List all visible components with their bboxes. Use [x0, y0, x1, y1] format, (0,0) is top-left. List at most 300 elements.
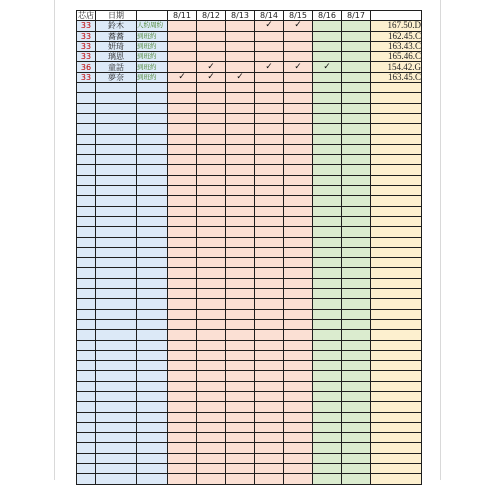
day-cell[interactable] [342, 391, 371, 401]
day-cell[interactable] [197, 330, 226, 340]
day-cell[interactable] [197, 227, 226, 237]
day-cell[interactable] [197, 134, 226, 144]
name-cell[interactable] [96, 289, 137, 299]
day-cell[interactable] [226, 391, 255, 401]
day-cell[interactable] [342, 196, 371, 206]
size-cell[interactable] [371, 412, 422, 422]
day-cell[interactable] [226, 433, 255, 443]
day-cell[interactable] [168, 433, 197, 443]
store-cell[interactable] [77, 113, 96, 123]
day-cell[interactable] [342, 247, 371, 257]
day-cell[interactable] [342, 237, 371, 247]
store-cell[interactable] [77, 227, 96, 237]
note-cell[interactable] [137, 340, 168, 350]
day-cell[interactable] [168, 113, 197, 123]
day-cell[interactable] [255, 247, 284, 257]
day-cell[interactable] [284, 124, 313, 134]
day-cell[interactable] [226, 237, 255, 247]
day-cell[interactable] [342, 41, 371, 51]
store-cell[interactable] [77, 134, 96, 144]
day-cell[interactable] [168, 247, 197, 257]
day-cell[interactable] [197, 350, 226, 360]
day-cell[interactable] [313, 412, 342, 422]
size-cell[interactable] [371, 237, 422, 247]
size-cell[interactable]: 163.43.C [371, 41, 422, 51]
day-cell[interactable] [313, 41, 342, 51]
day-cell[interactable] [255, 299, 284, 309]
day-cell[interactable] [226, 371, 255, 381]
day-cell[interactable] [168, 443, 197, 453]
day-cell[interactable] [197, 113, 226, 123]
day-cell[interactable] [284, 330, 313, 340]
day-cell[interactable] [313, 278, 342, 288]
day-cell[interactable] [255, 319, 284, 329]
size-cell[interactable] [371, 453, 422, 463]
day-cell[interactable] [197, 391, 226, 401]
day-cell[interactable] [255, 422, 284, 432]
day-cell[interactable] [342, 186, 371, 196]
day-cell[interactable] [313, 227, 342, 237]
day-cell[interactable] [284, 350, 313, 360]
day-cell[interactable] [197, 258, 226, 268]
day-cell[interactable] [255, 237, 284, 247]
note-cell[interactable] [137, 350, 168, 360]
day-cell[interactable] [168, 289, 197, 299]
day-cell[interactable] [197, 381, 226, 391]
name-cell[interactable]: 璃恩 [96, 52, 137, 62]
day-cell[interactable] [226, 113, 255, 123]
size-cell[interactable] [371, 371, 422, 381]
size-cell[interactable] [371, 216, 422, 226]
store-cell[interactable] [77, 391, 96, 401]
day-cell[interactable] [313, 247, 342, 257]
day-cell[interactable] [313, 21, 342, 31]
day-cell[interactable] [313, 422, 342, 432]
day-cell[interactable] [197, 361, 226, 371]
size-cell[interactable] [371, 165, 422, 175]
day-cell[interactable] [197, 433, 226, 443]
day-cell[interactable] [313, 433, 342, 443]
size-cell[interactable] [371, 319, 422, 329]
note-cell[interactable] [137, 186, 168, 196]
day-cell[interactable] [255, 165, 284, 175]
day-cell[interactable] [313, 340, 342, 350]
day-cell[interactable] [197, 175, 226, 185]
note-cell[interactable]: 到班約 [137, 31, 168, 41]
day-cell[interactable] [284, 175, 313, 185]
day-cell[interactable] [168, 422, 197, 432]
note-cell[interactable] [137, 227, 168, 237]
store-cell[interactable] [77, 103, 96, 113]
day-cell[interactable] [226, 227, 255, 237]
day-cell[interactable] [342, 330, 371, 340]
day-cell[interactable] [168, 268, 197, 278]
day-cell[interactable] [168, 62, 197, 72]
store-cell[interactable] [77, 309, 96, 319]
size-cell[interactable] [371, 124, 422, 134]
day-cell[interactable] [168, 186, 197, 196]
day-cell[interactable] [197, 309, 226, 319]
day-cell[interactable] [226, 247, 255, 257]
day-cell[interactable] [226, 206, 255, 216]
store-cell[interactable]: 33 [77, 31, 96, 41]
day-cell[interactable] [255, 309, 284, 319]
day-cell[interactable] [255, 227, 284, 237]
day-cell[interactable] [197, 165, 226, 175]
name-cell[interactable] [96, 474, 137, 484]
day-cell[interactable] [342, 433, 371, 443]
size-cell[interactable] [371, 227, 422, 237]
check-mark-cell[interactable]: ✓ [197, 62, 226, 72]
size-cell[interactable]: 167.50.D [371, 21, 422, 31]
day-cell[interactable] [168, 371, 197, 381]
name-cell[interactable] [96, 453, 137, 463]
note-cell[interactable]: 人約周約 [137, 21, 168, 31]
day-cell[interactable] [313, 258, 342, 268]
day-cell[interactable] [255, 289, 284, 299]
size-cell[interactable] [371, 278, 422, 288]
day-cell[interactable] [284, 319, 313, 329]
day-cell[interactable] [197, 422, 226, 432]
check-mark-cell[interactable]: ✓ [197, 72, 226, 82]
day-cell[interactable] [255, 216, 284, 226]
day-cell[interactable] [197, 340, 226, 350]
day-cell[interactable] [168, 134, 197, 144]
day-cell[interactable] [342, 412, 371, 422]
day-cell[interactable] [284, 186, 313, 196]
day-cell[interactable] [226, 278, 255, 288]
day-cell[interactable] [342, 371, 371, 381]
store-cell[interactable] [77, 422, 96, 432]
day-cell[interactable] [197, 93, 226, 103]
store-cell[interactable]: 33 [77, 41, 96, 51]
store-cell[interactable] [77, 330, 96, 340]
day-cell[interactable] [226, 453, 255, 463]
day-cell[interactable] [313, 319, 342, 329]
note-cell[interactable] [137, 216, 168, 226]
size-cell[interactable] [371, 422, 422, 432]
day-cell[interactable] [226, 350, 255, 360]
day-cell[interactable] [313, 134, 342, 144]
size-cell[interactable] [371, 206, 422, 216]
day-cell[interactable] [342, 72, 371, 82]
day-cell[interactable] [168, 464, 197, 474]
day-cell[interactable] [284, 165, 313, 175]
day-cell[interactable] [284, 258, 313, 268]
size-cell[interactable] [371, 309, 422, 319]
day-cell[interactable] [342, 289, 371, 299]
day-cell[interactable] [197, 31, 226, 41]
day-cell[interactable] [313, 402, 342, 412]
day-cell[interactable] [284, 433, 313, 443]
store-cell[interactable] [77, 278, 96, 288]
note-cell[interactable] [137, 412, 168, 422]
name-cell[interactable] [96, 247, 137, 257]
size-cell[interactable] [371, 474, 422, 484]
day-cell[interactable] [313, 165, 342, 175]
name-cell[interactable] [96, 309, 137, 319]
day-cell[interactable] [168, 278, 197, 288]
store-cell[interactable]: 33 [77, 52, 96, 62]
day-cell[interactable] [226, 258, 255, 268]
day-cell[interactable] [284, 340, 313, 350]
day-cell[interactable] [226, 412, 255, 422]
day-cell[interactable] [255, 175, 284, 185]
note-cell[interactable] [137, 371, 168, 381]
day-cell[interactable] [226, 21, 255, 31]
name-cell[interactable] [96, 113, 137, 123]
day-cell[interactable] [284, 41, 313, 51]
size-cell[interactable] [371, 268, 422, 278]
note-cell[interactable] [137, 361, 168, 371]
name-cell[interactable] [96, 299, 137, 309]
size-cell[interactable] [371, 361, 422, 371]
day-cell[interactable] [313, 52, 342, 62]
day-cell[interactable] [168, 381, 197, 391]
day-cell[interactable] [313, 237, 342, 247]
day-cell[interactable] [342, 62, 371, 72]
day-cell[interactable] [197, 124, 226, 134]
size-cell[interactable] [371, 391, 422, 401]
day-cell[interactable] [168, 196, 197, 206]
check-mark-cell[interactable]: ✓ [255, 21, 284, 31]
day-cell[interactable] [255, 41, 284, 51]
name-cell[interactable]: 蕎蕎 [96, 31, 137, 41]
day-cell[interactable] [226, 175, 255, 185]
day-cell[interactable] [226, 422, 255, 432]
day-cell[interactable] [226, 268, 255, 278]
day-cell[interactable] [226, 464, 255, 474]
day-cell[interactable] [313, 361, 342, 371]
day-cell[interactable] [255, 72, 284, 82]
day-cell[interactable] [313, 31, 342, 41]
store-cell[interactable] [77, 299, 96, 309]
size-cell[interactable] [371, 299, 422, 309]
day-cell[interactable] [168, 103, 197, 113]
note-cell[interactable] [137, 319, 168, 329]
note-cell[interactable] [137, 422, 168, 432]
day-cell[interactable] [255, 453, 284, 463]
day-cell[interactable] [342, 216, 371, 226]
day-cell[interactable] [168, 216, 197, 226]
day-cell[interactable] [226, 93, 255, 103]
day-cell[interactable] [284, 381, 313, 391]
day-cell[interactable] [197, 278, 226, 288]
store-cell[interactable] [77, 381, 96, 391]
name-cell[interactable] [96, 371, 137, 381]
size-cell[interactable] [371, 464, 422, 474]
day-cell[interactable] [226, 330, 255, 340]
day-cell[interactable] [226, 443, 255, 453]
day-cell[interactable] [342, 299, 371, 309]
day-cell[interactable] [226, 134, 255, 144]
day-cell[interactable] [284, 134, 313, 144]
day-cell[interactable] [255, 124, 284, 134]
day-cell[interactable] [168, 206, 197, 216]
day-cell[interactable] [197, 21, 226, 31]
day-cell[interactable] [197, 103, 226, 113]
day-cell[interactable] [313, 72, 342, 82]
day-cell[interactable] [197, 144, 226, 154]
day-cell[interactable] [284, 443, 313, 453]
name-cell[interactable] [96, 124, 137, 134]
day-cell[interactable] [313, 175, 342, 185]
store-cell[interactable] [77, 289, 96, 299]
day-cell[interactable] [284, 402, 313, 412]
name-cell[interactable] [96, 103, 137, 113]
day-cell[interactable] [168, 258, 197, 268]
day-cell[interactable] [168, 155, 197, 165]
store-cell[interactable] [77, 350, 96, 360]
day-cell[interactable] [197, 41, 226, 51]
day-cell[interactable] [255, 93, 284, 103]
day-cell[interactable] [168, 165, 197, 175]
day-cell[interactable] [168, 41, 197, 51]
day-cell[interactable] [226, 474, 255, 484]
day-cell[interactable] [168, 391, 197, 401]
day-cell[interactable] [197, 299, 226, 309]
note-cell[interactable] [137, 124, 168, 134]
day-cell[interactable] [168, 144, 197, 154]
note-cell[interactable] [137, 278, 168, 288]
day-cell[interactable] [342, 350, 371, 360]
check-mark-cell[interactable]: ✓ [168, 72, 197, 82]
day-cell[interactable] [284, 196, 313, 206]
note-cell[interactable] [137, 237, 168, 247]
note-cell[interactable] [137, 144, 168, 154]
day-cell[interactable] [226, 402, 255, 412]
store-cell[interactable] [77, 319, 96, 329]
day-cell[interactable] [313, 155, 342, 165]
day-cell[interactable] [342, 52, 371, 62]
store-cell[interactable] [77, 247, 96, 257]
name-cell[interactable] [96, 83, 137, 93]
note-cell[interactable] [137, 175, 168, 185]
day-cell[interactable] [226, 186, 255, 196]
day-cell[interactable] [313, 381, 342, 391]
day-cell[interactable] [284, 268, 313, 278]
day-cell[interactable] [342, 175, 371, 185]
size-cell[interactable] [371, 155, 422, 165]
day-cell[interactable] [284, 289, 313, 299]
day-cell[interactable] [342, 21, 371, 31]
day-cell[interactable] [284, 422, 313, 432]
day-cell[interactable] [168, 309, 197, 319]
size-cell[interactable] [371, 443, 422, 453]
note-cell[interactable] [137, 381, 168, 391]
name-cell[interactable] [96, 361, 137, 371]
name-cell[interactable] [96, 443, 137, 453]
note-cell[interactable] [137, 258, 168, 268]
check-mark-cell[interactable]: ✓ [226, 72, 255, 82]
name-cell[interactable] [96, 330, 137, 340]
day-cell[interactable] [342, 474, 371, 484]
name-cell[interactable] [96, 381, 137, 391]
store-cell[interactable] [77, 93, 96, 103]
day-cell[interactable] [197, 196, 226, 206]
day-cell[interactable] [197, 268, 226, 278]
size-cell[interactable] [371, 247, 422, 257]
day-cell[interactable] [342, 309, 371, 319]
day-cell[interactable] [168, 83, 197, 93]
note-cell[interactable]: 到班約 [137, 62, 168, 72]
store-cell[interactable] [77, 165, 96, 175]
note-cell[interactable] [137, 289, 168, 299]
name-cell[interactable]: 童話 [96, 62, 137, 72]
size-cell[interactable] [371, 186, 422, 196]
day-cell[interactable] [255, 412, 284, 422]
day-cell[interactable] [284, 93, 313, 103]
day-cell[interactable] [313, 309, 342, 319]
day-cell[interactable] [226, 289, 255, 299]
size-cell[interactable] [371, 433, 422, 443]
day-cell[interactable] [313, 113, 342, 123]
day-cell[interactable] [342, 361, 371, 371]
day-cell[interactable] [284, 412, 313, 422]
day-cell[interactable] [342, 402, 371, 412]
day-cell[interactable] [284, 371, 313, 381]
day-cell[interactable] [197, 443, 226, 453]
name-cell[interactable] [96, 165, 137, 175]
day-cell[interactable] [313, 391, 342, 401]
day-cell[interactable] [313, 206, 342, 216]
day-cell[interactable] [313, 216, 342, 226]
day-cell[interactable] [255, 155, 284, 165]
name-cell[interactable]: 妍琦 [96, 41, 137, 51]
day-cell[interactable] [255, 340, 284, 350]
day-cell[interactable] [197, 206, 226, 216]
day-cell[interactable] [284, 237, 313, 247]
day-cell[interactable] [313, 144, 342, 154]
day-cell[interactable] [255, 391, 284, 401]
size-cell[interactable] [371, 93, 422, 103]
check-mark-cell[interactable]: ✓ [284, 21, 313, 31]
note-cell[interactable] [137, 206, 168, 216]
day-cell[interactable] [313, 83, 342, 93]
size-cell[interactable]: 154.42.G [371, 62, 422, 72]
day-cell[interactable] [226, 361, 255, 371]
day-cell[interactable] [284, 52, 313, 62]
note-cell[interactable] [137, 391, 168, 401]
store-cell[interactable] [77, 402, 96, 412]
day-cell[interactable] [342, 258, 371, 268]
day-cell[interactable] [255, 196, 284, 206]
day-cell[interactable] [197, 247, 226, 257]
day-cell[interactable] [255, 31, 284, 41]
day-cell[interactable] [313, 93, 342, 103]
store-cell[interactable]: 36 [77, 62, 96, 72]
day-cell[interactable] [313, 103, 342, 113]
day-cell[interactable] [197, 319, 226, 329]
day-cell[interactable] [168, 237, 197, 247]
store-cell[interactable] [77, 186, 96, 196]
day-cell[interactable] [168, 330, 197, 340]
name-cell[interactable]: 夢奈 [96, 72, 137, 82]
note-cell[interactable] [137, 247, 168, 257]
day-cell[interactable] [255, 52, 284, 62]
name-cell[interactable] [96, 464, 137, 474]
name-cell[interactable] [96, 350, 137, 360]
day-cell[interactable] [226, 155, 255, 165]
day-cell[interactable] [255, 134, 284, 144]
note-cell[interactable] [137, 453, 168, 463]
size-cell[interactable] [371, 289, 422, 299]
note-cell[interactable] [137, 93, 168, 103]
day-cell[interactable] [197, 83, 226, 93]
note-cell[interactable] [137, 309, 168, 319]
store-cell[interactable] [77, 371, 96, 381]
day-cell[interactable] [342, 227, 371, 237]
